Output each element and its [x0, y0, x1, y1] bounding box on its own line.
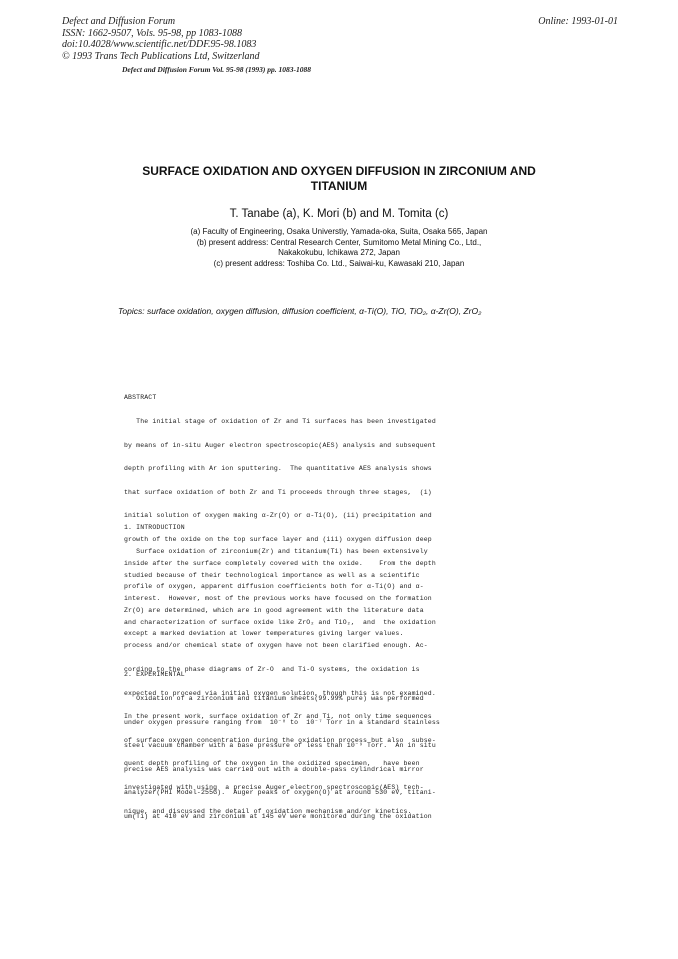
experimental-line: steel vacuum chamber with a base pressure of less than 10⁻⁹ Torr. An in situ — [124, 742, 436, 750]
introduction-line: process and/or chemical state of oxygen have not been clarified enough. Ac- — [124, 642, 428, 650]
experimental-line: under oxygen pressure ranging from 10⁻⁸ to 10⁻⁷ Torr in a standard stainless — [124, 718, 440, 726]
introduction-line: of surface oxygen concentration during the oxidation process but also subse- — [124, 736, 436, 744]
introduction-line: interest. However, most of the previous works have focused on the formation — [124, 595, 432, 603]
citation-copyright: © 1993 Trans Tech Publications Ltd, Switzerland — [62, 50, 260, 62]
experimental-line: precise AES analysis was carried out with a double-pass cylindrical mirror — [124, 765, 424, 773]
abstract-line: The initial stage of oxidation of Zr and Ti surfaces has been investigated — [124, 418, 436, 425]
affiliation-line: (c) present address: Toshiba Co. Ltd., Saiwai-ku, Kawasaki 210, Japan — [213, 258, 465, 268]
abstract-line: depth profiling with Ar ion sputtering. The quantitative AES analysis shows — [124, 465, 432, 473]
paper-title-line: SURFACE OXIDATION AND OXYGEN DIFFUSION IN ZIRCONIUM AND — [142, 164, 536, 178]
online-date: Online: 1993-01-01 — [538, 16, 618, 27]
introduction-heading: 1. INTRODUCTION — [124, 524, 185, 531]
introduction-line: investigated with using a precise Auger electron spectroscopic(AES) tech- — [124, 783, 424, 791]
topics-line: Topics: surface oxidation, oxygen diffusion, diffusion coefficient, α-Ti(O), TiO, TiO₂, α-Zr(O), ZrO₂ — [118, 306, 482, 316]
citation-issn: ISSN: 1662-9507, Vols. 95-98, pp 1083-1088 — [62, 27, 242, 39]
author-list: T. Tanabe (a), K. Mori (b) and M. Tomita (c) — [229, 208, 449, 220]
citation-journal: Defect and Diffusion Forum — [62, 16, 176, 27]
introduction-line: quent depth profiling of the oxygen in the oxidized specimen, have been — [124, 760, 420, 768]
affiliation-line: (b) present address: Central Research Center, Sumitomo Metal Mining Co., Ltd., — [196, 237, 482, 247]
experimental-heading: 2. EXPERIMENTAL — [124, 671, 185, 678]
paper-title-line: TITANIUM — [310, 179, 368, 193]
citation-doi: doi:10.4028/www.scientific.net/DDF.95-98.1083 — [62, 39, 257, 50]
experimental-line: um(Ti) at 410 eV and zirconium at 145 eV were monitored during the oxidation — [124, 812, 432, 820]
abstract-line: profile of oxygen, apparent diffusion coefficients both for α-Ti(O) and α- — [124, 583, 424, 591]
introduction-line: cording to the phase diagrams of Zr-O and Ti-O systems, the oxidation is — [124, 665, 420, 673]
affiliation-line: Nakakokubu, Ichikawa 272, Japan — [278, 248, 400, 257]
abstract-line: growth of the oxide on the top surface layer and (iii) oxygen diffusion deep — [124, 535, 432, 543]
journal-volume-line: Defect and Diffusion Forum Vol. 95-98 (1993) pp. 1083-1088 — [122, 65, 312, 74]
affiliation-line: (a) Faculty of Engineering, Osaka Universtiy, Yamada-oka, Suita, Osaka 565, Japan — [190, 227, 488, 236]
experimental-line: Oxidation of a zirconium and titanium sheets(99.99% pure) was performed — [124, 695, 424, 702]
introduction-line: In the present work, surface oxidation of Zr and Ti, not only time sequences — [124, 713, 432, 721]
introduction-line: studied because of their technological importance as well as a scientific — [124, 571, 420, 579]
experimental-line: analyzer(PHI Model-255G). Auger peaks of oxygen(O) at around 530 eV, titani- — [124, 789, 436, 797]
introduction-line: Surface oxidation of zirconium(Zr) and titanium(Ti) has been extensively — [124, 548, 428, 555]
abstract-line: initial solution of oxygen making α-Zr(O) or α-Ti(O), (ii) precipitation and — [124, 512, 432, 520]
experimental-section — [124, 655, 544, 829]
abstract-line: inside after the surface completely covered with the oxide. From the depth — [124, 559, 436, 567]
abstract-line: except a marked deviation at lower temperatures giving larger values. — [124, 630, 404, 638]
affiliations — [110, 227, 568, 269]
paper-title — [110, 164, 568, 194]
abstract-heading: ABSTRACT — [124, 394, 157, 401]
abstract-line: by means of in-situ Auger electron spectroscopic(AES) analysis and subsequent — [124, 441, 436, 449]
introduction-line: and characterization of surface oxide like ZrO₂ and TiO₂, and the oxidation — [124, 618, 436, 626]
abstract-line: that surface oxidation of both Zr and Ti proceeds through three stages, (i) — [124, 488, 432, 496]
citation-header — [62, 16, 382, 62]
introduction-line: nique, and discussed the detail of oxidation mechanism and/or kinetics. — [124, 807, 412, 815]
introduction-line: expected to proceed via initial oxygen solution, though this is not examined. — [124, 689, 436, 697]
abstract-line: Zr(O) are determined, which are in good agreement with the literature data — [124, 606, 424, 614]
